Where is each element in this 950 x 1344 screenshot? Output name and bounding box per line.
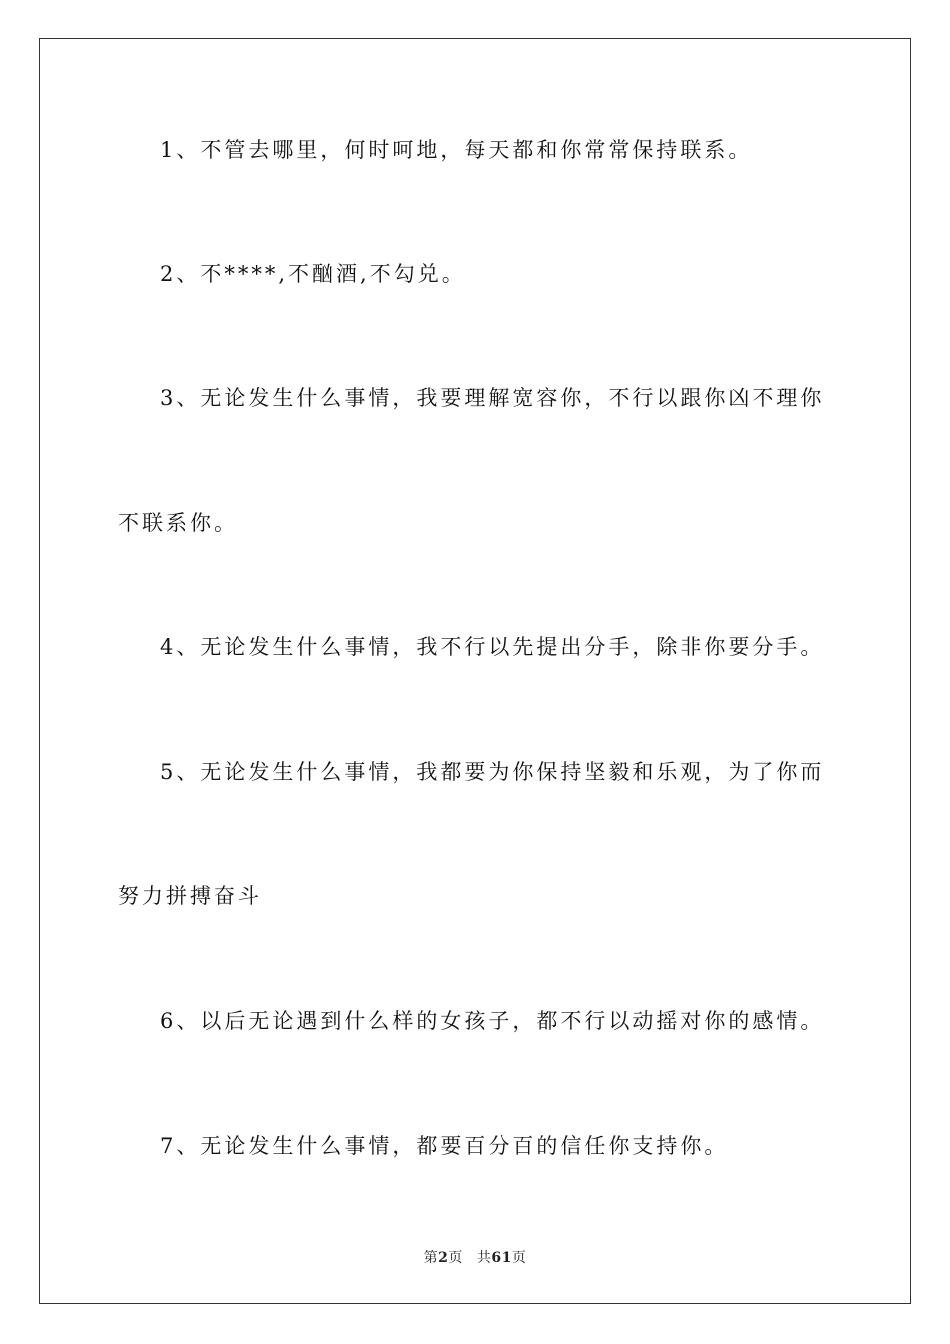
page-suffix: 页 <box>448 1250 463 1266</box>
list-item-6: 6、以后无论遇到什么样的女孩子，都不行以动摇对你的感情。 <box>160 1009 825 1033</box>
page-border <box>39 38 911 1304</box>
list-item-3-continuation: 不联系你。 <box>118 511 238 535</box>
page-footer <box>0 1247 950 1267</box>
list-item-5: 5、无论发生什么事情，我都要为你保持坚毅和乐观，为了你而 <box>160 760 825 784</box>
total-suffix: 页 <box>511 1250 527 1266</box>
page-number: 2 <box>438 1250 449 1266</box>
list-item-4: 4、无论发生什么事情，我不行以先提出分手，除非你要分手。 <box>160 635 825 659</box>
list-item-3: 3、无论发生什么事情，我要理解宽容你，不行以跟你凶不理你 <box>160 386 825 410</box>
total-pages: 61 <box>491 1250 512 1266</box>
list-item-5-continuation: 努力拼搏奋斗 <box>118 884 262 908</box>
list-item-2: 2、不****,不酗酒,不勾兑。 <box>160 262 466 286</box>
total-prefix: 共 <box>476 1250 492 1266</box>
list-item-1: 1、不管去哪里，何时呵地，每天都和你常常保持联系。 <box>160 138 753 162</box>
list-item-7: 7、无论发生什么事情，都要百分百的信任你支持你。 <box>160 1134 729 1158</box>
page-prefix: 第 <box>423 1250 439 1266</box>
